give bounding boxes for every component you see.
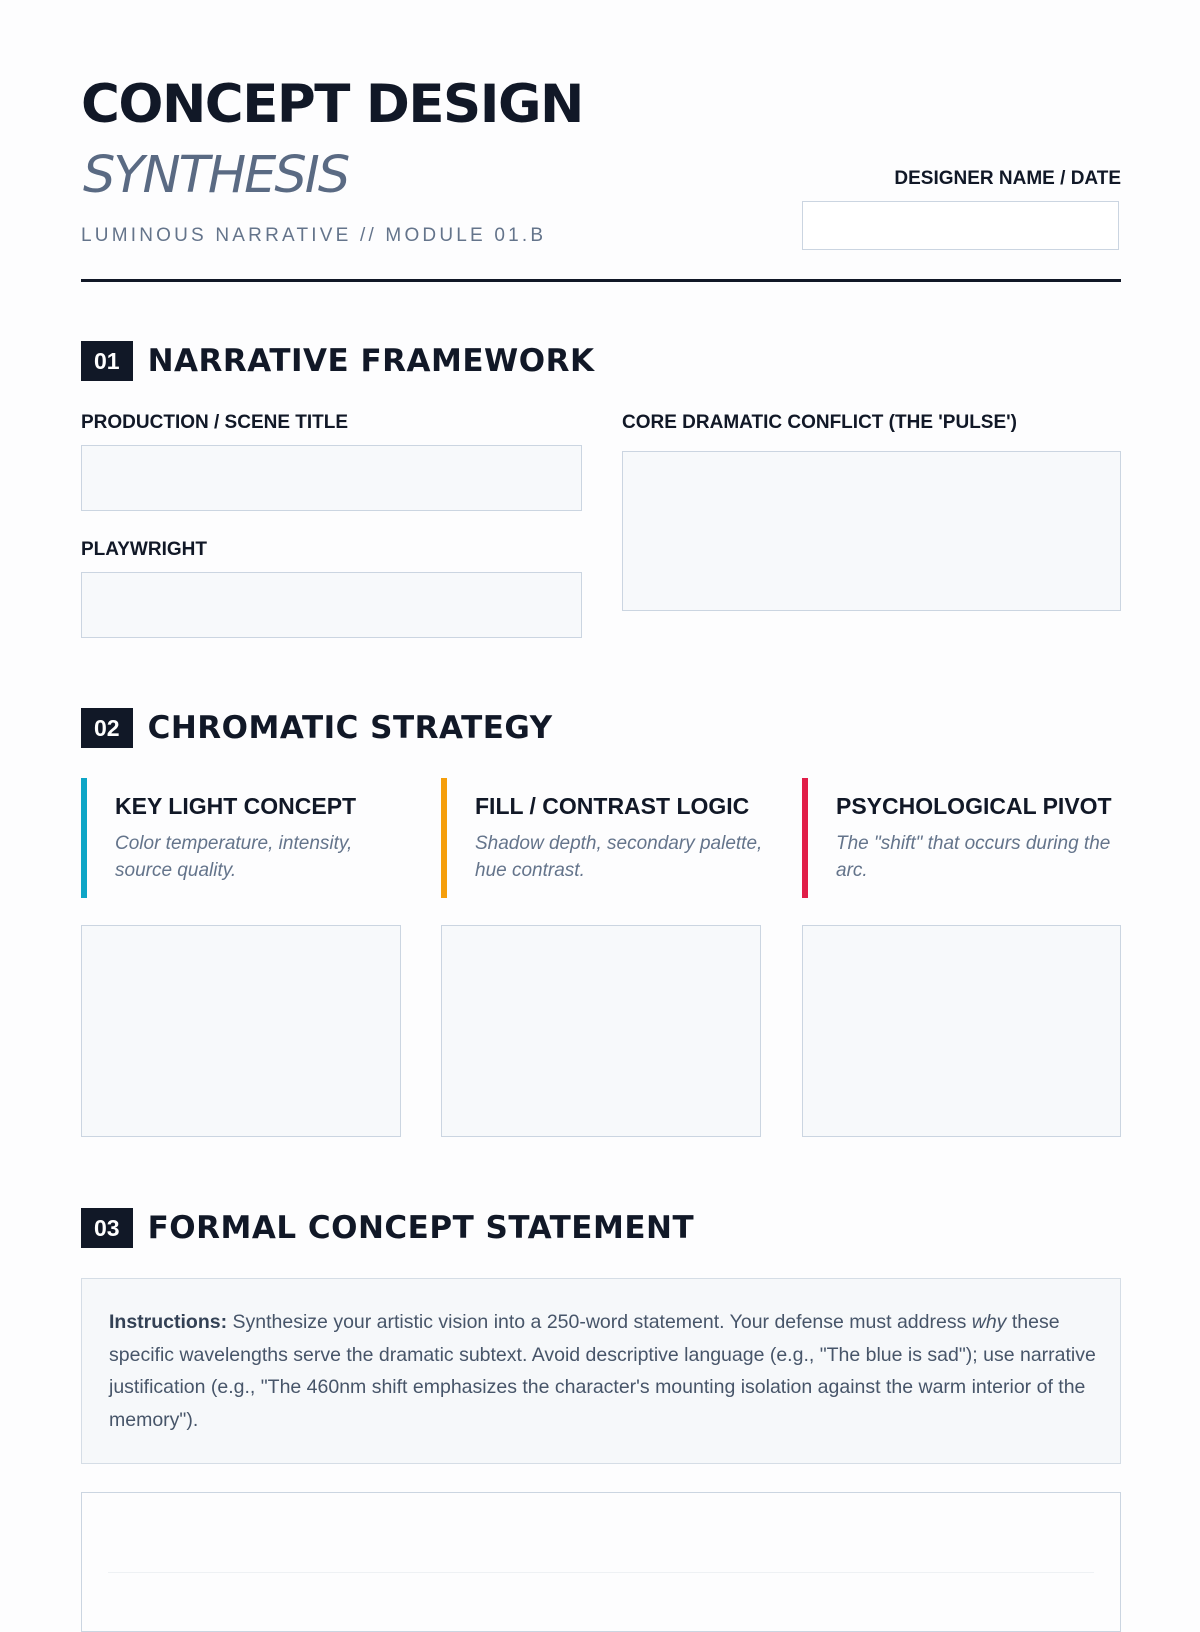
key-light-accent-bar — [81, 778, 87, 898]
fill-contrast-description: Shadow depth, secondary palette, hue contrast. — [475, 833, 763, 881]
key-light-title: KEY LIGHT CONCEPT — [115, 793, 357, 819]
designer-name-date-field[interactable] — [802, 201, 1119, 250]
psychological-pivot-accent-bar — [802, 778, 808, 898]
psychological-pivot-description: The "shift" that occurs during the arc. — [836, 833, 1111, 881]
concept-statement-field[interactable] — [81, 1492, 1121, 1632]
playwright-label: PLAYWRIGHT — [81, 539, 207, 560]
section-number-02: 02 — [81, 708, 133, 748]
header-divider — [81, 279, 1121, 282]
module-label: LUMINOUS NARRATIVE // MODULE 01.B — [81, 225, 547, 246]
key-light-field[interactable] — [81, 925, 401, 1137]
page-subtitle: SYNTHESIS — [83, 146, 349, 205]
instructions-text-1: Synthesize your artistic vision into a 250-word statement. Your defense must address — [232, 1311, 967, 1333]
core-conflict-field[interactable] — [622, 451, 1121, 611]
fill-contrast-title: FILL / CONTRAST LOGIC — [475, 793, 750, 819]
page-title: CONCEPT DESIGN — [81, 74, 583, 135]
production-title-label: PRODUCTION / SCENE TITLE — [81, 412, 349, 433]
section-number-01: 01 — [81, 341, 133, 381]
designer-name-date-label: DESIGNER NAME / DATE — [894, 168, 1121, 189]
writing-guide-line — [108, 1572, 1094, 1573]
key-light-column — [81, 778, 401, 898]
fill-contrast-field[interactable] — [441, 925, 761, 1137]
psychological-pivot-title: PSYCHOLOGICAL PIVOT — [836, 793, 1112, 819]
instructions-box — [81, 1278, 1121, 1464]
core-conflict-label: CORE DRAMATIC CONFLICT (THE 'PULSE') — [622, 412, 1017, 433]
section-title-chromatic: CHROMATIC STRATEGY — [147, 710, 553, 746]
section-01-heading — [81, 341, 595, 381]
key-light-description: Color temperature, intensity, source quality. — [115, 833, 353, 881]
production-title-field[interactable] — [81, 445, 582, 511]
section-title-narrative: NARRATIVE FRAMEWORK — [147, 343, 595, 379]
instructions-text-2: these specific wavelengths serve the dramatic subtext. Avoid descriptive language (e.g., "The blue is sad"); use narrative justification (e.g., "The 460nm shift emphasizes the character's mounting isolation against the warm interior of the memory"). — [109, 1311, 1096, 1431]
instructions-label: Instructions: — [109, 1311, 228, 1333]
instructions-emphasis: why — [971, 1311, 1007, 1333]
worksheet-page — [81, 0, 1121, 1600]
psychological-pivot-column — [802, 778, 1122, 898]
psychological-pivot-field[interactable] — [802, 925, 1121, 1137]
playwright-field[interactable] — [81, 572, 582, 638]
section-number-03: 03 — [81, 1208, 133, 1248]
section-02-heading — [81, 708, 553, 748]
section-03-heading — [81, 1208, 694, 1248]
fill-contrast-accent-bar — [441, 778, 447, 898]
section-title-statement: FORMAL CONCEPT STATEMENT — [147, 1210, 695, 1246]
fill-contrast-column — [441, 778, 761, 898]
